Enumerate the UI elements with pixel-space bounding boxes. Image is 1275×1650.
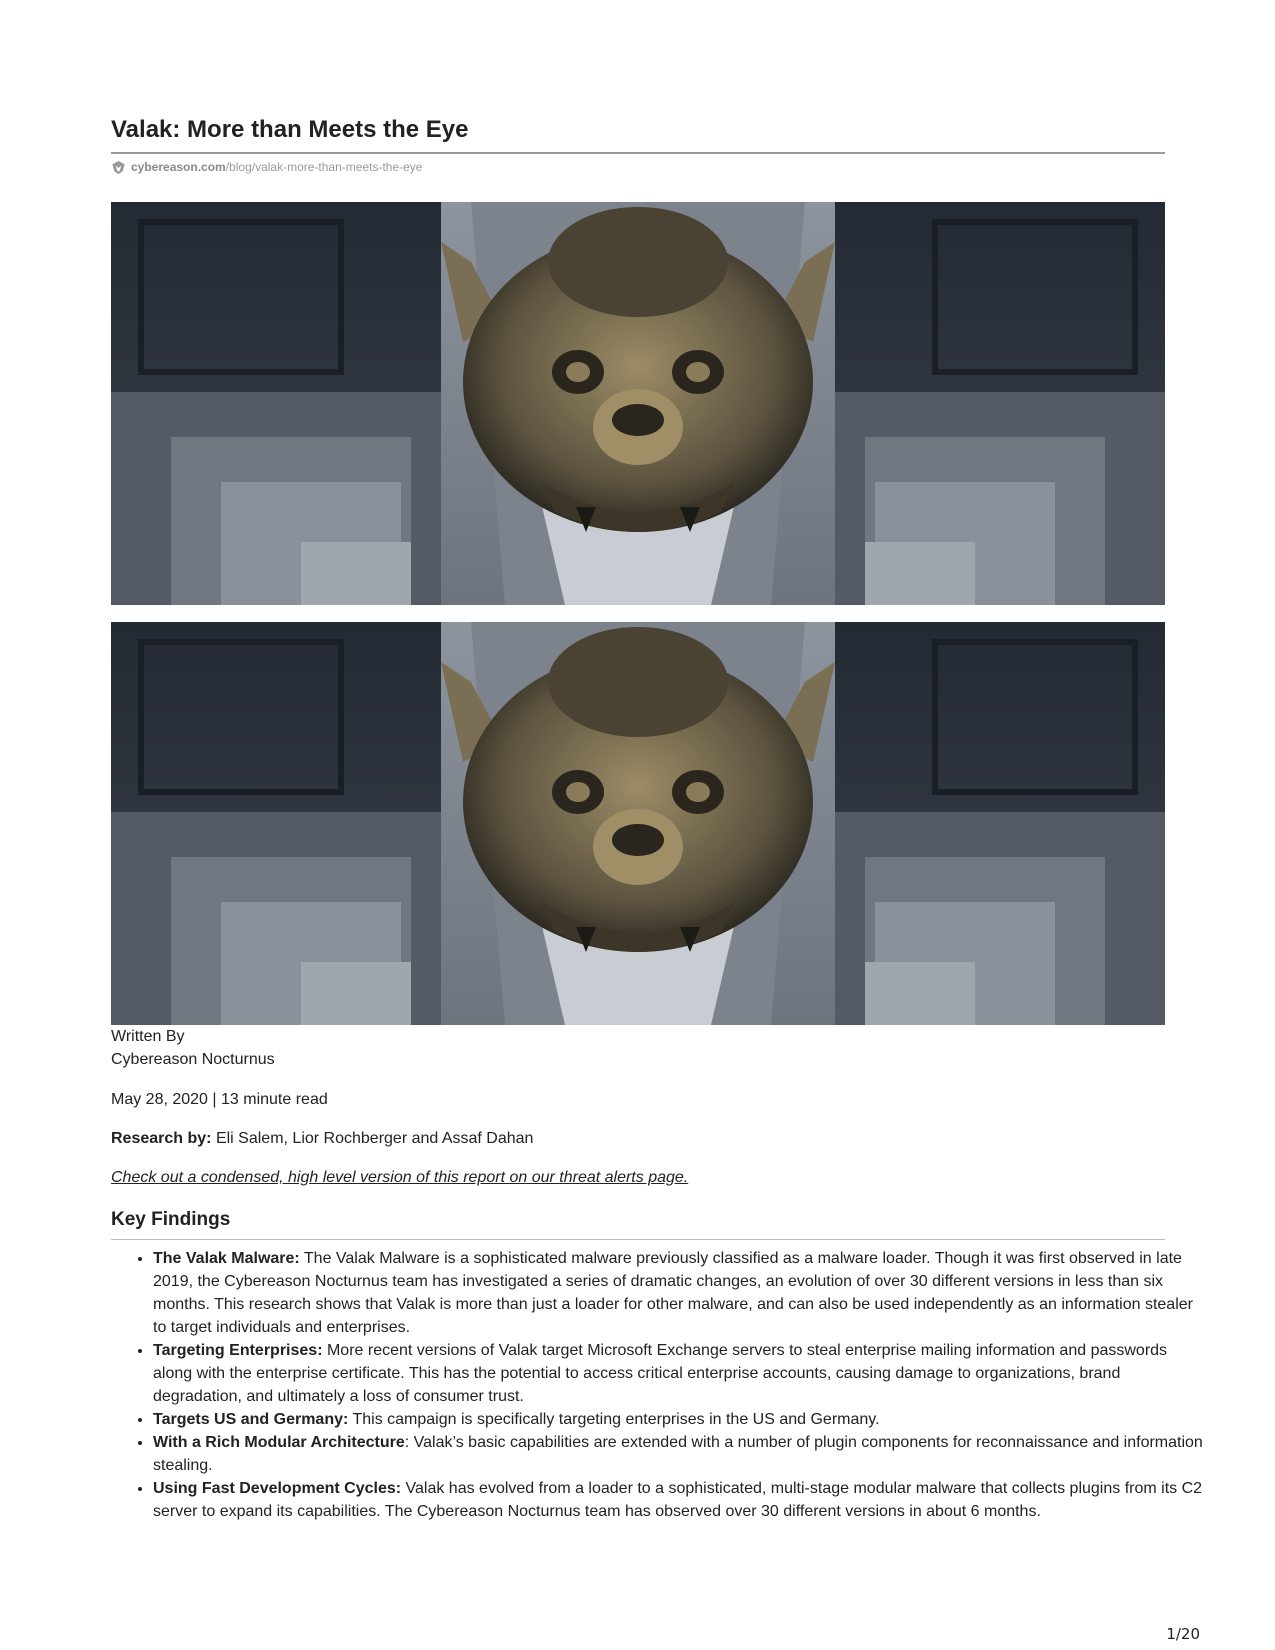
finding-label: Using Fast Development Cycles: [153,1480,402,1497]
list-item [153,1247,1207,1339]
research-label: Research by: [111,1130,212,1147]
threat-alerts-link[interactable]: Check out a condensed, high level version of this report on our threat alerts page. [111,1169,689,1186]
page-number: 1/20 [1166,1625,1200,1643]
finding-text: More recent versions of Valak target Microsoft Exchange servers to steal enterprise mailing information and passwords along with the enterprise certificate. This has the potential to access critical enterprise accounts, causing damage to organizations, brand degradation, and ultimately a loss of consumer trust. [153,1342,1168,1405]
finding-label: Targets US and Germany: [153,1411,349,1428]
url-domain: cybereason.com [131,160,226,174]
author-name: Cybereason Nocturnus [111,1051,275,1068]
list-item [153,1339,1207,1408]
author-block [111,1025,1171,1071]
finding-text: The Valak Malware is a sophisticated malware previously classified as a malware loader. Though it was first observed in late 2019, the Cybereason Nocturnus team has investigated a series of dramatic changes, an evolution of over 30 different versions in less than six months. This research shows that Valak is more than just a loader for other malware, and can also be used independently as an information stealer to target individuals and enterprises. [153,1250,1193,1336]
research-credits [111,1127,1171,1150]
researcher-names: Eli Salem, Lior Rochberger and Assaf Dahan [211,1130,534,1147]
finding-text: Valak has evolved from a loader to a sophisticated, multi-stage modular malware that collects plugins from its C2 server to expand its capabilities. The Cybereason Nocturnus team has observed over 30 different versions in about 6 months. [153,1480,1203,1520]
hero-image [111,622,1165,1025]
publish-date: May 28, 2020 | 13 minute read [111,1091,328,1108]
finding-label: Targeting Enterprises: [153,1342,323,1359]
section-divider [111,1239,1165,1240]
finding-text: : Valak’s basic capabilities are extended with a number of plugin components for reconnaissance and information stealing. [153,1434,1203,1474]
lion-head-sculpture-photo [111,622,1165,1025]
key-findings-list [111,1247,1207,1523]
page-title: Valak: More than Meets the Eye [111,116,469,143]
key-findings-heading: Key Findings [111,1209,231,1230]
list-item [153,1408,1207,1431]
finding-label: The Valak Malware: [153,1250,300,1267]
source-url[interactable] [111,159,422,175]
lion-head-sculpture-photo [111,202,1165,605]
finding-label: With a Rich Modular Architecture [153,1434,405,1451]
hero-image [111,202,1165,605]
list-item [153,1431,1207,1477]
url-path: /blog/valak-more-than-meets-the-eye [225,160,423,174]
cybereason-logo-icon [111,160,126,175]
title-divider [111,152,1165,154]
list-item [153,1477,1207,1523]
written-by-label: Written By [111,1028,185,1045]
finding-text: This campaign is specifically targeting enterprises in the US and Germany. [348,1411,880,1428]
